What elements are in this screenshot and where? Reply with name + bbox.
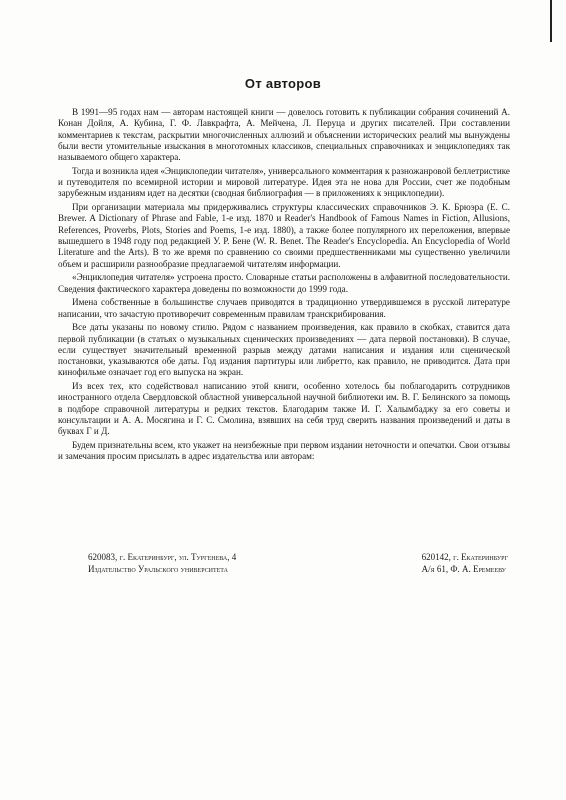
- paragraph-5: Имена собственные в большинстве случаев приводятся в традиционно утвердившемся в русской литературе написании, что зачастую противоречит современным правилам транскрибирования.: [58, 297, 510, 319]
- paragraph-8: Будем признательны всем, кто укажет на неизбежные при первом издании неточности и опечатки. Свои отзывы и замечания просим присылать в адрес издательства или авторам:: [58, 440, 510, 462]
- body-text: [58, 107, 510, 465]
- paragraph-6: Все даты указаны по новому стилю. Рядом с названием произведения, как правило в скобках, ставится дата первой публикации (в статьях о музыкальных сценических произведениях — дата первой постановки). В случае, если существует значительный временной разрыв между датами написания и издания или сценической постановки, указываются обе даты. Год издания партитуры или либретто, как правило, не приводится. Дата при кинофильме означает год его выпуска на экран.: [58, 322, 510, 378]
- paragraph-2: Тогда и возникла идея «Энциклопедии читателя», универсального комментария к разножанровой беллетристике и путеводителя по всемирной истории и мировой литературе. Идея эта не нова для России, счет же подобным зарубежным изданиям идет на десятки (сводная библиография — в приложениях к энциклопедии).: [58, 165, 510, 199]
- address-authors-line1: 620142, г. Екатеринбург: [421, 552, 508, 562]
- address-authors-line2: А/я 61, Ф. А. Еремееву: [421, 563, 506, 574]
- address-publisher-line1: 620083, г. Екатеринбург, ул. Тургенева, 4: [88, 552, 237, 562]
- paragraph-3: При организации материала мы придерживались структуры классических справочников Э. К. Брюэра (E. C. Brewer. A Dictionary of Phrase and Fable, 1-е изд. 1870 и Reader's Handbook of Famous Names in Fiction, Allusions, References, Proverbs, Plots, Stories and Poems, 1-е изд. 1880), а также более популярного их переложения, впервые вышедшего в 1948 году под редакцией У. Р. Бене (W. R. Benet. The Reader's Encyclopedia. An Encyclopedia of World Literature and the Arts). В то же время по сравнению со своими предшественниками мы существенно увеличили объем и расширили разнообразие предлагаемой читателям информации.: [58, 202, 510, 269]
- paragraph-7: Из всех тех, кто содействовал написанию этой книги, особенно хотелось бы поблагодарить сотрудников иностранного отдела Свердловской областной универсальной научной библиотеки им. В. Г. Белинского за помощь в подборе справочной литературы и редких текстов. Благодарим также И. Г. Халымбаджу за его советы и консультации и А. А. Мосягина и Г. С. Смолина, взявших на себя труд сверить названия произведений и даты в буквах Г и Д.: [58, 381, 510, 437]
- paragraph-1: В 1991—95 годах нам — авторам настоящей книги — довелось готовить к публикации собрания сочинений А. Конан Дойля, А. Кубина, Г. Ф. Лавкрафта, А. Мейчена, Л. Перуца и других писателей. При составлении комментариев к текстам, раскрытии многочисленных аллюзий и объяснении исторических реалий мы вынуждены были вести утомительные изыскания в многотомных классиков, специальных справочниках и энциклопедиях так называемого общего характера.: [58, 107, 510, 163]
- address-publisher-line2: Издательство Уральского университета: [88, 563, 228, 574]
- scan-edge-mark: [550, 0, 552, 42]
- address-authors: [422, 552, 508, 575]
- paragraph-4: «Энциклопедия читателя» устроена просто. Словарные статьи расположены в алфавитной последовательности. Сведения фактического характера доведены по возможности до 1999 года.: [58, 272, 510, 294]
- page-title: От авторов: [244, 76, 322, 91]
- contact-addresses: [88, 552, 508, 575]
- address-publisher: [88, 552, 236, 575]
